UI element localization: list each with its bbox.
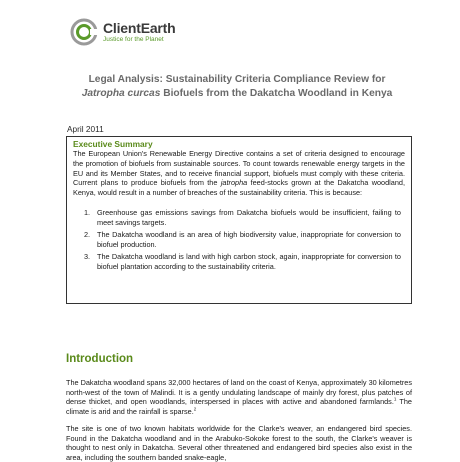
footnote-ref[interactable]: 2 [193,406,197,412]
introduction-paragraph-1: The Dakatcha woodland spans 32,000 hectares of land on the coast of Kenya, approximately 30 kilometres north-west of the town of Malindi. It is a gently undulating landscape of mainly dry forest, plus patches of dense thicket, and open woodlands, interspersed in places with active and abandoned farmlands.$^1$ The climate is arid and the rainfall is sparse.$^2$ [66,378,413,416]
list-item: 2. The Dakatcha woodland is an area of high biodiversity value, inappropriate for conversion to biofuel production. [84,230,401,249]
introduction-paragraph-2: The site is one of two known habitats worldwide for the Clarke's weaver, an endangered bird species. Found in the Dakatcha woodland and in the Arabuko-Sokoke forest to the south, the Clarke's weaver is thought to nest only in Dakatcha. Several other threatened and endangered bird species also exist in the area, including the southern banded snake-eagle, [66,424,412,462]
title-species-name: Jatropha curcas [81,88,161,99]
title-line-1: Legal Analysis: Sustainability Criteria Compliance Review for [88,74,386,85]
executive-summary-paragraph: The European Union's Renewable Energy Directive contains a set of criteria designed to encourage the promotion of biofuels from sustainable sources. To count towards renewable energy targets in the EU and its Member States, and to receive financial support, biofuels must comply with these criteria. Current plans to produce biofuels from the jatropha feed-stocks grown at the Dakatcha woodland, Kenya, would result in a number of breaches of the sustainability criteria. This is because: [73,149,406,198]
document-title [62,73,412,101]
introduction-heading: Introduction [66,353,134,365]
summary-list [73,208,405,272]
title-line-2: Jatropha curcas Biofuels from the Dakatcha Woodland in Kenya [81,88,393,99]
footnote-ref[interactable]: 1 [393,396,397,402]
logo-name: ClientEarth [103,19,176,36]
clientearth-logo [70,17,175,47]
executive-summary-heading: Executive Summary [73,139,153,149]
executive-summary-box [66,136,412,304]
document-date: April 2011 [67,124,104,134]
logo-tagline: Justice for the Planet [103,35,164,43]
list-item: 1. Greenhouse gas emissions savings from Dakatcha biofuels would be insufficient, failing to meet savings targets. [84,207,401,227]
logo-mark-icon [70,18,98,46]
list-item: 3. The Dakatcha woodland is land with high carbon stock, again, inappropriate for conversion to biofuel plantation according to the sustainability criteria. [84,252,401,271]
